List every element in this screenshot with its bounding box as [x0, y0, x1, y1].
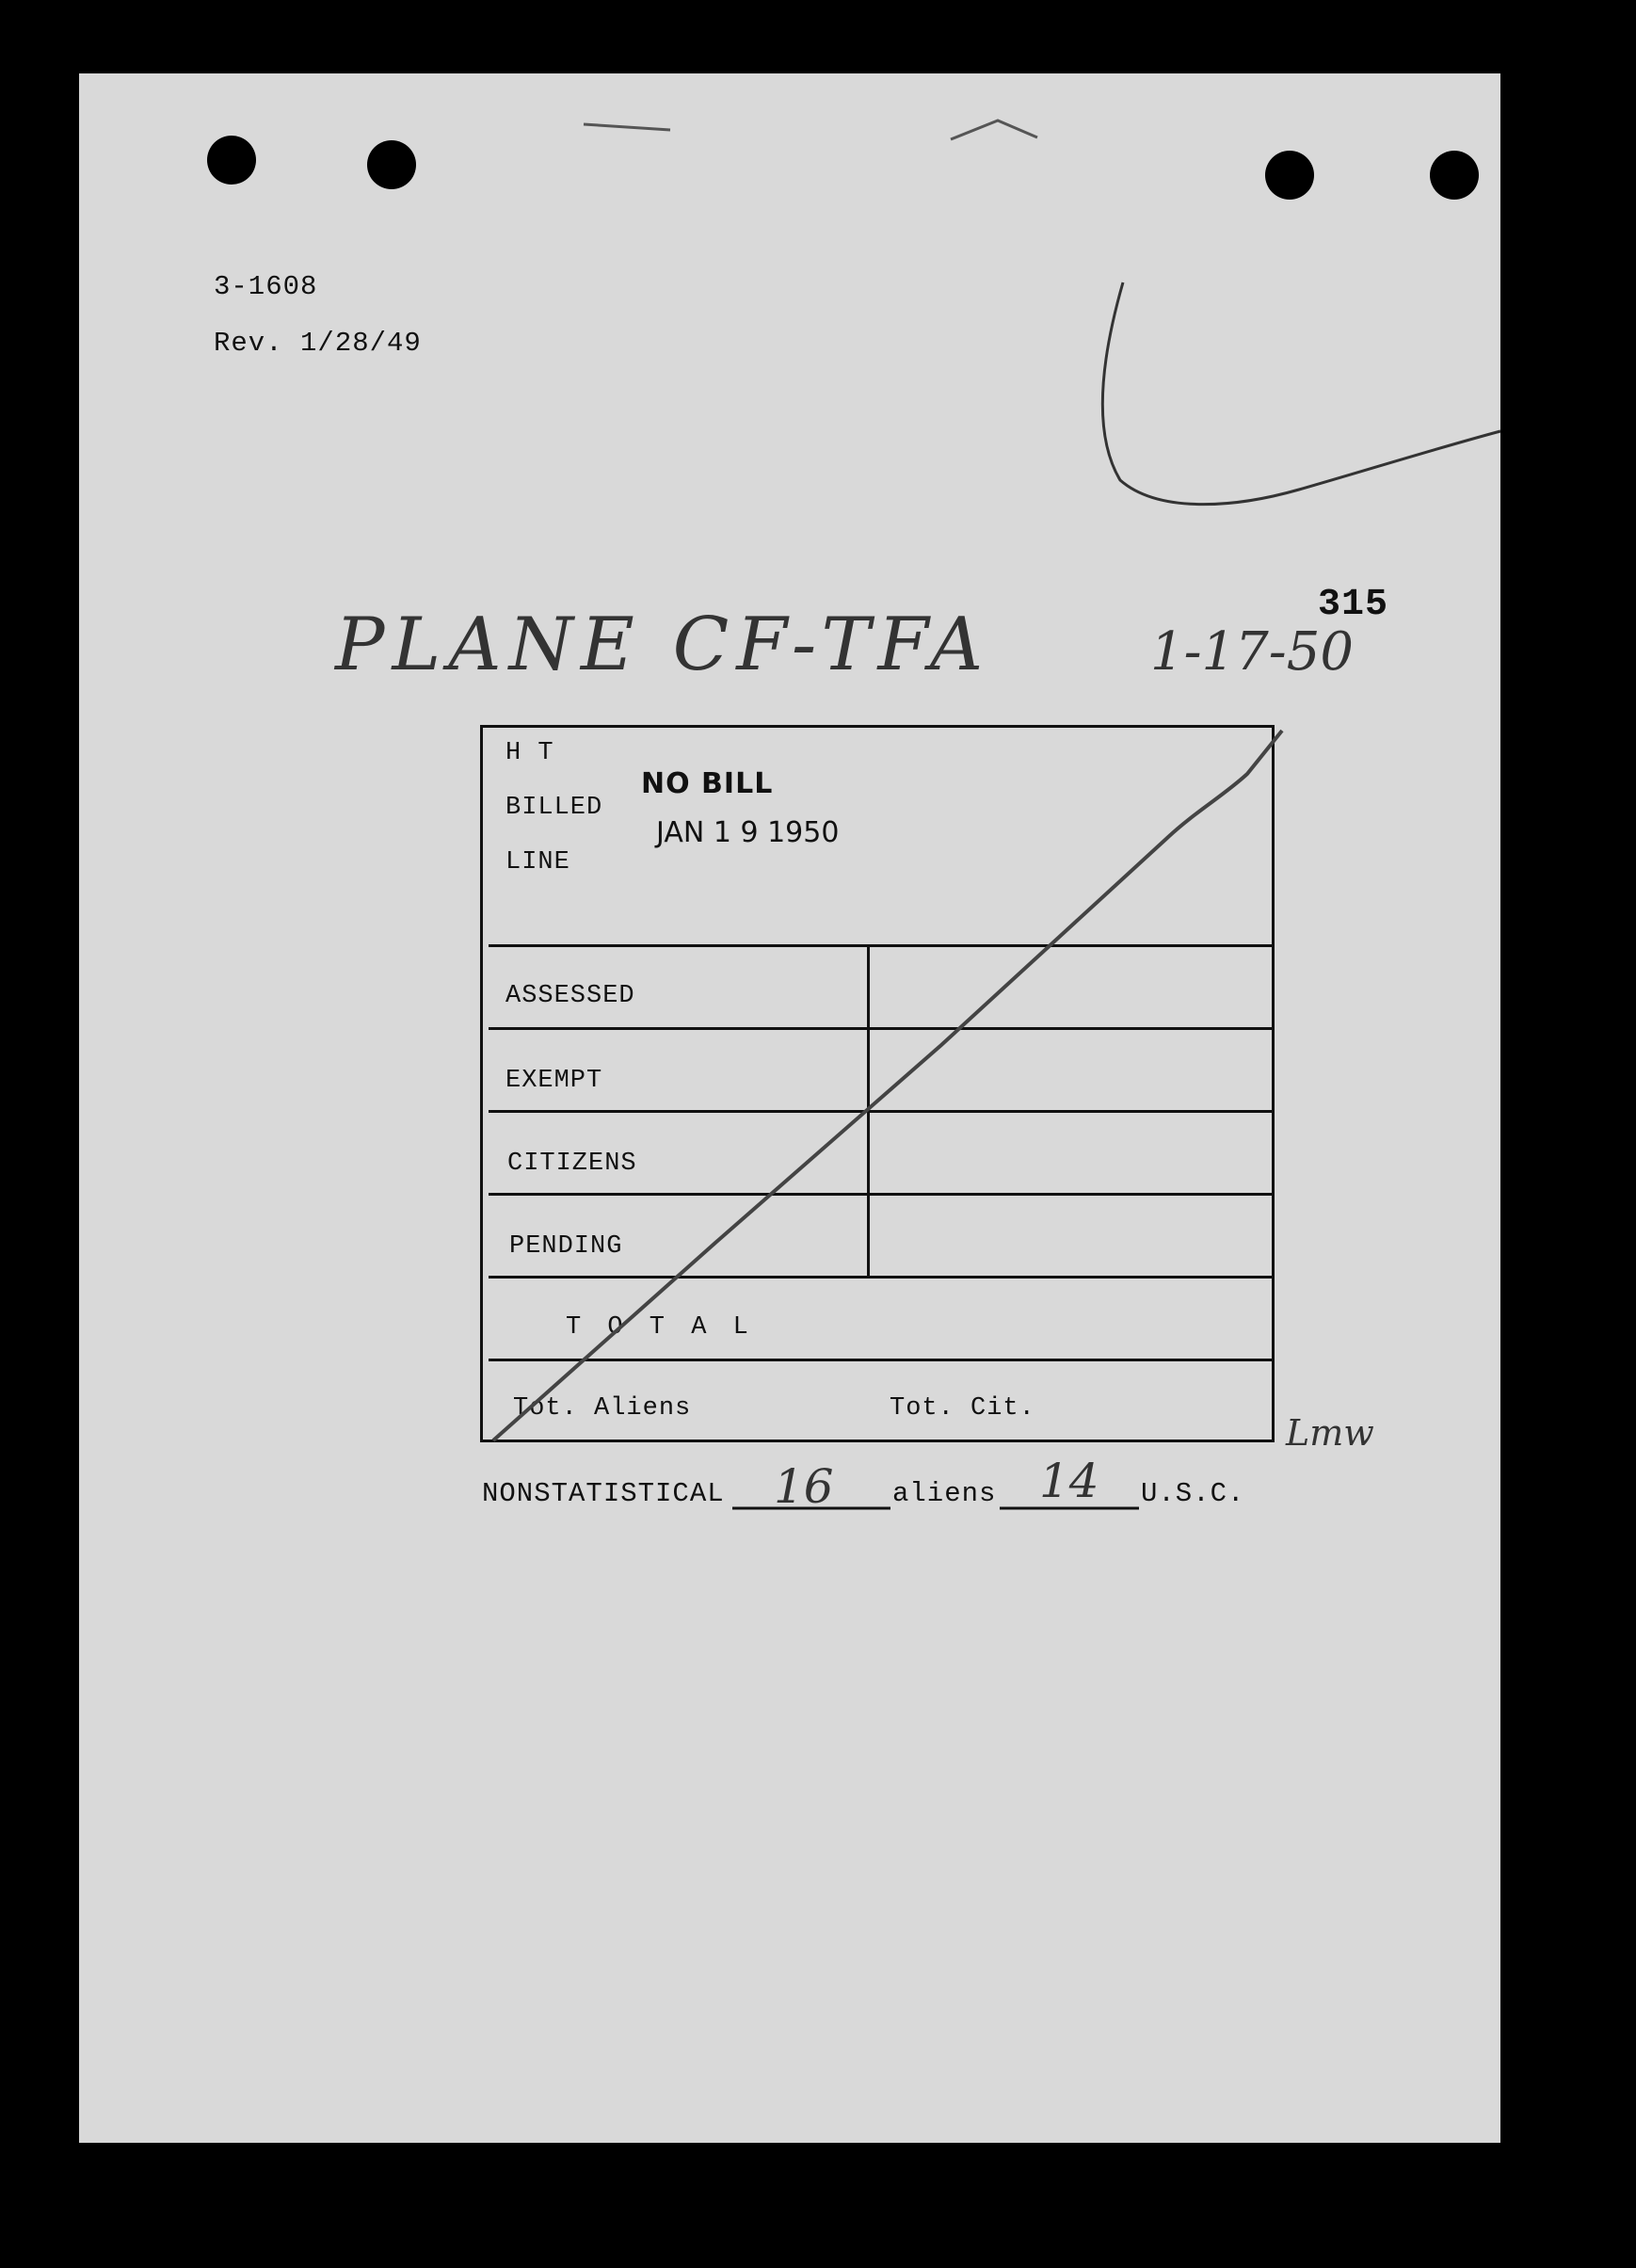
- small-pen-mark: [584, 124, 670, 130]
- form-label-ht: H T: [505, 739, 554, 767]
- usc-label: U.S.C.: [1141, 1478, 1245, 1509]
- row-label-assessed: ASSESSED: [505, 982, 635, 1010]
- form-label-billed: BILLED: [505, 794, 603, 822]
- diagonal-cancel-line: [493, 731, 1282, 1440]
- handwritten-initials: Lmw: [1286, 1412, 1374, 1454]
- tot-aliens-label: Tot. Aliens: [513, 1394, 692, 1423]
- row-label-pending: PENDING: [509, 1232, 623, 1261]
- handwritten-date: 1-17-50: [1150, 621, 1354, 683]
- nonstatistical-label: NONSTATISTICAL: [482, 1478, 725, 1509]
- total-label: T O T A L: [566, 1313, 754, 1342]
- page-number: 315: [1318, 584, 1389, 626]
- row-label-citizens: CITIZENS: [507, 1150, 637, 1178]
- small-pen-mark: [951, 121, 1037, 139]
- tot-cit-label: Tot. Cit.: [890, 1394, 1035, 1423]
- no-bill-stamp: NO BILL: [641, 767, 774, 800]
- row-label-exempt: EXEMPT: [505, 1067, 603, 1095]
- pen-curve-mark: [1102, 282, 1500, 505]
- form-revision: Rev. 1/28/49: [214, 328, 422, 359]
- form-label-line: LINE: [505, 848, 570, 877]
- form-number: 3-1608: [214, 271, 318, 302]
- usc-count: 14: [1039, 1454, 1099, 1508]
- aliens-count: 16: [774, 1459, 834, 1514]
- handwritten-title: PLANE CF-TFA: [335, 603, 991, 687]
- aliens-label: aliens: [892, 1478, 997, 1509]
- stamp-date: JAN 1 9 1950: [656, 816, 840, 849]
